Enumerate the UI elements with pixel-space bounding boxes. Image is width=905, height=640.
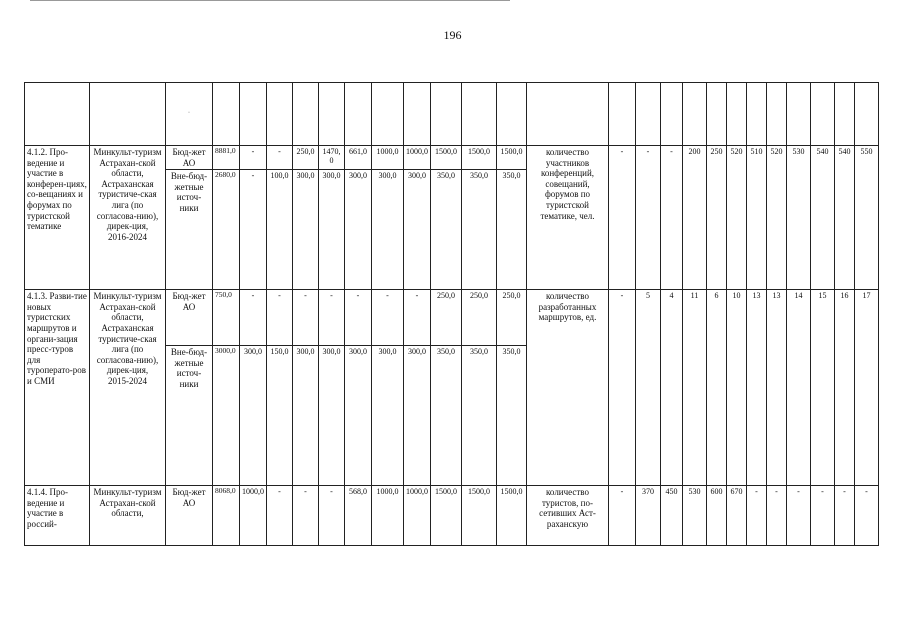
source-label: Вне-бюд-жетные источ-ники: [166, 170, 213, 290]
value-cell: 300,0: [319, 170, 345, 290]
value-cell: 350,0: [497, 170, 527, 290]
indicator-text: количество участников конференций, совещаний, форумов по туристской тематике, чел.: [527, 146, 609, 290]
measure-executor: [90, 290, 166, 486]
target-cell: 540: [811, 146, 835, 290]
value-cell: 350,0: [462, 170, 497, 290]
target-cell: 600: [707, 486, 727, 546]
header-cell: [90, 83, 166, 146]
target-cell: 450: [661, 486, 683, 546]
value-cell: 300,0: [293, 346, 319, 486]
value-cell: 350,0: [497, 346, 527, 486]
value-cell: 350,0: [431, 346, 462, 486]
target-cell: 510: [747, 146, 767, 290]
value-cell: 1000,0: [372, 486, 404, 546]
value-cell: 250,0: [497, 290, 527, 346]
target-cell: -: [609, 486, 636, 546]
target-cell: 10: [727, 290, 747, 486]
value-cell: 1500,0: [462, 486, 497, 546]
target-cell: 370: [636, 486, 661, 546]
value-cell: 1500,0: [497, 486, 527, 546]
target-cell: 15: [811, 290, 835, 486]
target-cell: 5: [636, 290, 661, 486]
target-cell: 4: [661, 290, 683, 486]
program-table: [24, 82, 879, 546]
target-cell: 16: [835, 290, 855, 486]
value-cell: 1500,0: [431, 486, 462, 546]
measure-executor: Минкульт-туризм Астрахан-ской области,: [90, 486, 166, 546]
value-cell: 1000,0: [240, 486, 267, 546]
value-cell: 568,0: [345, 486, 372, 546]
measure-executor: [90, 146, 166, 290]
table-row: [25, 146, 879, 170]
value-cell: 8068,0: [213, 486, 240, 546]
target-cell: 14: [787, 290, 811, 486]
value-cell: 350,0: [431, 170, 462, 290]
target-cell: 540: [835, 146, 855, 290]
value-cell: 300,0: [372, 346, 404, 486]
value-cell: 1500,0: [431, 146, 462, 170]
value-cell: -: [293, 486, 319, 546]
value-cell: -: [240, 290, 267, 346]
value-cell: 661,0: [345, 146, 372, 170]
page-number: 196: [443, 28, 462, 42]
table-row: [25, 290, 879, 346]
measure-name: 4.1.4. Про-ведение и участие в россий-: [25, 486, 90, 546]
target-cell: 6: [707, 290, 727, 486]
value-cell: 2680,0: [213, 170, 240, 290]
target-cell: -: [767, 486, 787, 546]
header-cell: [166, 83, 213, 146]
value-cell: -: [372, 290, 404, 346]
value-cell: -: [404, 290, 431, 346]
header-cell: [25, 83, 90, 146]
target-cell: 520: [767, 146, 787, 290]
source-label: Бюд-жет АО: [166, 146, 213, 170]
value-cell: -: [319, 486, 345, 546]
value-cell: 750,0: [213, 290, 240, 346]
target-cell: -: [636, 146, 661, 290]
target-cell: -: [787, 486, 811, 546]
value-cell: 1000,0: [404, 146, 431, 170]
value-cell: 150,0: [267, 346, 293, 486]
value-cell: 250,0: [431, 290, 462, 346]
source-label: Бюд-жет АО: [166, 290, 213, 346]
value-cell: 300,0: [240, 346, 267, 486]
table-row: [25, 486, 879, 546]
value-cell: -: [319, 290, 345, 346]
target-cell: 200: [683, 146, 707, 290]
value-cell: -: [240, 170, 267, 290]
value-cell: 8881,0: [213, 146, 240, 170]
value-cell: 300,0: [345, 346, 372, 486]
target-cell: 550: [855, 146, 879, 290]
target-cell: 11: [683, 290, 707, 486]
value-cell: -: [240, 146, 267, 170]
value-cell: -: [267, 290, 293, 346]
value-cell: 300,0: [345, 170, 372, 290]
value-cell: 1470,0: [319, 146, 345, 170]
value-cell: 300,0: [404, 170, 431, 290]
executor-period: 2015-2024: [108, 376, 147, 387]
value-cell: 1500,0: [462, 146, 497, 170]
target-cell: 13: [767, 290, 787, 486]
value-cell: 3000,0: [213, 346, 240, 486]
target-cell: -: [835, 486, 855, 546]
value-cell: 100,0: [267, 170, 293, 290]
target-cell: -: [661, 146, 683, 290]
target-cell: -: [855, 486, 879, 546]
target-cell: 250: [707, 146, 727, 290]
value-cell: 300,0: [404, 346, 431, 486]
executor-period: 2016-2024: [108, 231, 147, 242]
value-cell: 1000,0: [372, 146, 404, 170]
target-cell: -: [811, 486, 835, 546]
value-cell: -: [267, 486, 293, 546]
value-cell: -: [293, 290, 319, 346]
value-cell: 250,0: [293, 146, 319, 170]
target-cell: 530: [787, 146, 811, 290]
target-cell: 670: [727, 486, 747, 546]
target-cell: 530: [683, 486, 707, 546]
value-cell: -: [267, 146, 293, 170]
target-cell: 13: [747, 290, 767, 486]
value-cell: 300,0: [293, 170, 319, 290]
target-cell: 520: [727, 146, 747, 290]
value-cell: 1000,0: [404, 486, 431, 546]
executor-text: Минкульт-туризм Астрахан-ской области, Астраханская туристиче-ская лига (по согласова-нию), дирек-ция,: [93, 291, 162, 376]
header-row: [25, 83, 879, 146]
target-cell: -: [609, 146, 636, 290]
source-label: Вне-бюд-жетные источ-ники: [166, 346, 213, 486]
indicator-text: количество туристов, по-сетивших Аст-раханскую: [527, 486, 609, 546]
indicator-text: количество разработанных маршрутов, ед.: [527, 290, 609, 486]
value-cell: 300,0: [319, 346, 345, 486]
value-cell: 250,0: [462, 290, 497, 346]
target-cell: -: [609, 290, 636, 486]
target-cell: -: [747, 486, 767, 546]
value-cell: 300,0: [372, 170, 404, 290]
source-label: Бюд-жет АО: [166, 486, 213, 546]
target-cell: 17: [855, 290, 879, 486]
value-cell: -: [345, 290, 372, 346]
measure-name: 4.1.3. Разви-тие новых туристских маршрутов и органи-зация пресс-туров для туроперато-ров и СМИ: [25, 290, 90, 486]
value-cell: 350,0: [462, 346, 497, 486]
executor-text: Минкульт-туризм Астрахан-ской области, Астраханская туристиче-ская лига (по согласова-нию), дирек-ция,: [93, 147, 162, 232]
top-rule: [30, 0, 510, 1]
value-cell: 1500,0: [497, 146, 527, 170]
measure-name: 4.1.2. Про-ведение и участие в конферен-циях, со-вещаниях и форумах по туристской тематике: [25, 146, 90, 290]
header-mark: ·: [188, 110, 190, 116]
